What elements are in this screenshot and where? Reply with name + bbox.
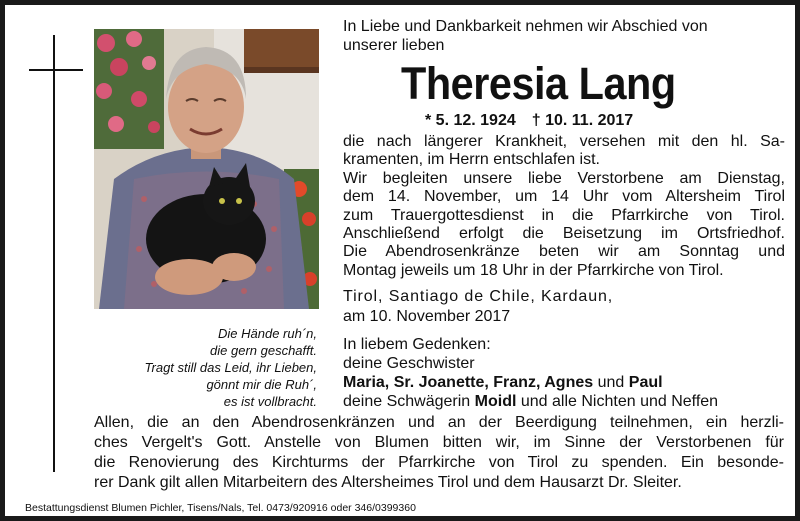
- mourners: [343, 335, 785, 411]
- sister-in-law-name: Moidl: [474, 393, 517, 410]
- body-line: Anschließend erfolgt die Beisetzung im Ortsfriedhof.: [343, 225, 785, 243]
- thanks-line: die Renovierung des Kirchturms der Pfarrkirche von Tirol zu spenden. Ein besonde-: [94, 454, 784, 471]
- life-dates: [425, 111, 633, 131]
- death-date: † 10. 11. 2017: [531, 112, 634, 129]
- intro-text: [343, 17, 785, 55]
- body-line: zum Trauergottesdienst in die Pfarrkirche von Tirol.: [343, 206, 785, 224]
- place-line: Tirol, Santiago de Chile, Kardaun,: [343, 288, 614, 305]
- body-line: Wir begleiten unsere liebe Verstorbene am Dienstag,: [343, 169, 785, 187]
- funeral-service-footer: Bestattungsdienst Blumen Pichler, Tisens/Nals, Tel. 0473/920916 oder 346/0399360: [25, 502, 416, 514]
- sister-in-law-suffix: und alle Nichten und Neffen: [520, 393, 719, 410]
- body-line: kramenten, im Herrn entschlafen ist.: [343, 151, 600, 169]
- birth-date: * 5. 12. 1924: [425, 112, 516, 129]
- place-and-date: [343, 287, 785, 327]
- siblings-line: [343, 373, 785, 392]
- siblings-und: und: [597, 374, 625, 391]
- cross-icon-bar: [29, 69, 83, 71]
- thanks-line: ches Vergelt's Gott. Anstelle von Blumen bitten wir, im Sinne der Verstorbenen für: [94, 434, 784, 451]
- sister-in-law-line: [343, 392, 785, 411]
- deceased-name: Theresia Lang: [401, 58, 676, 109]
- thanks-line: rer Dank gilt allen Mitarbeitern des Altersheimes Tirol und dem Hausarzt Dr. Sleiter.: [94, 474, 682, 491]
- intro-line: unserer lieben: [343, 37, 445, 54]
- cross-icon: [53, 35, 55, 472]
- thanks-line: Allen, die an den Abendrosenkränzen und an der Beerdigung teilnehmen, ein herzli-: [94, 414, 784, 431]
- date-line: am 10. November 2017: [343, 308, 511, 325]
- siblings-label: deine Geschwister: [343, 355, 475, 372]
- thanks-paragraph: [94, 413, 784, 493]
- body-line: die nach längerer Krankheit, versehen mit den hl. Sa-: [343, 133, 785, 150]
- body-line: Montag jeweils um 18 Uhr in der Pfarrkirche von Tirol.: [343, 261, 724, 279]
- poem: [97, 325, 317, 410]
- siblings-names: Maria, Sr. Joanette, Franz, Agnes: [343, 374, 594, 391]
- poem-line: Die Hände ruh´n,: [218, 326, 317, 341]
- sister-in-law-prefix: deine Schwägerin: [343, 393, 471, 410]
- poem-line: es ist vollbracht.: [223, 394, 317, 409]
- intro-line: In Liebe und Dankbarkeit nehmen wir Abschied von: [343, 18, 708, 35]
- memory-label: In liebem Gedenken:: [343, 336, 491, 353]
- body-line: Die Abendrosenkränze beten wir am Sonntag und: [343, 243, 785, 261]
- siblings-last: Paul: [628, 374, 663, 391]
- announcement-body: [343, 133, 785, 280]
- poem-line: Tragt still das Leid, ihr Lieben,: [144, 360, 317, 375]
- poem-line: die gern geschafft.: [210, 343, 317, 358]
- body-line: dem 14. November, um 14 Uhr vom Altersheim Tirol: [343, 188, 785, 206]
- poem-line: gönnt mir die Ruh´,: [206, 377, 317, 392]
- portrait-photo: [94, 29, 319, 309]
